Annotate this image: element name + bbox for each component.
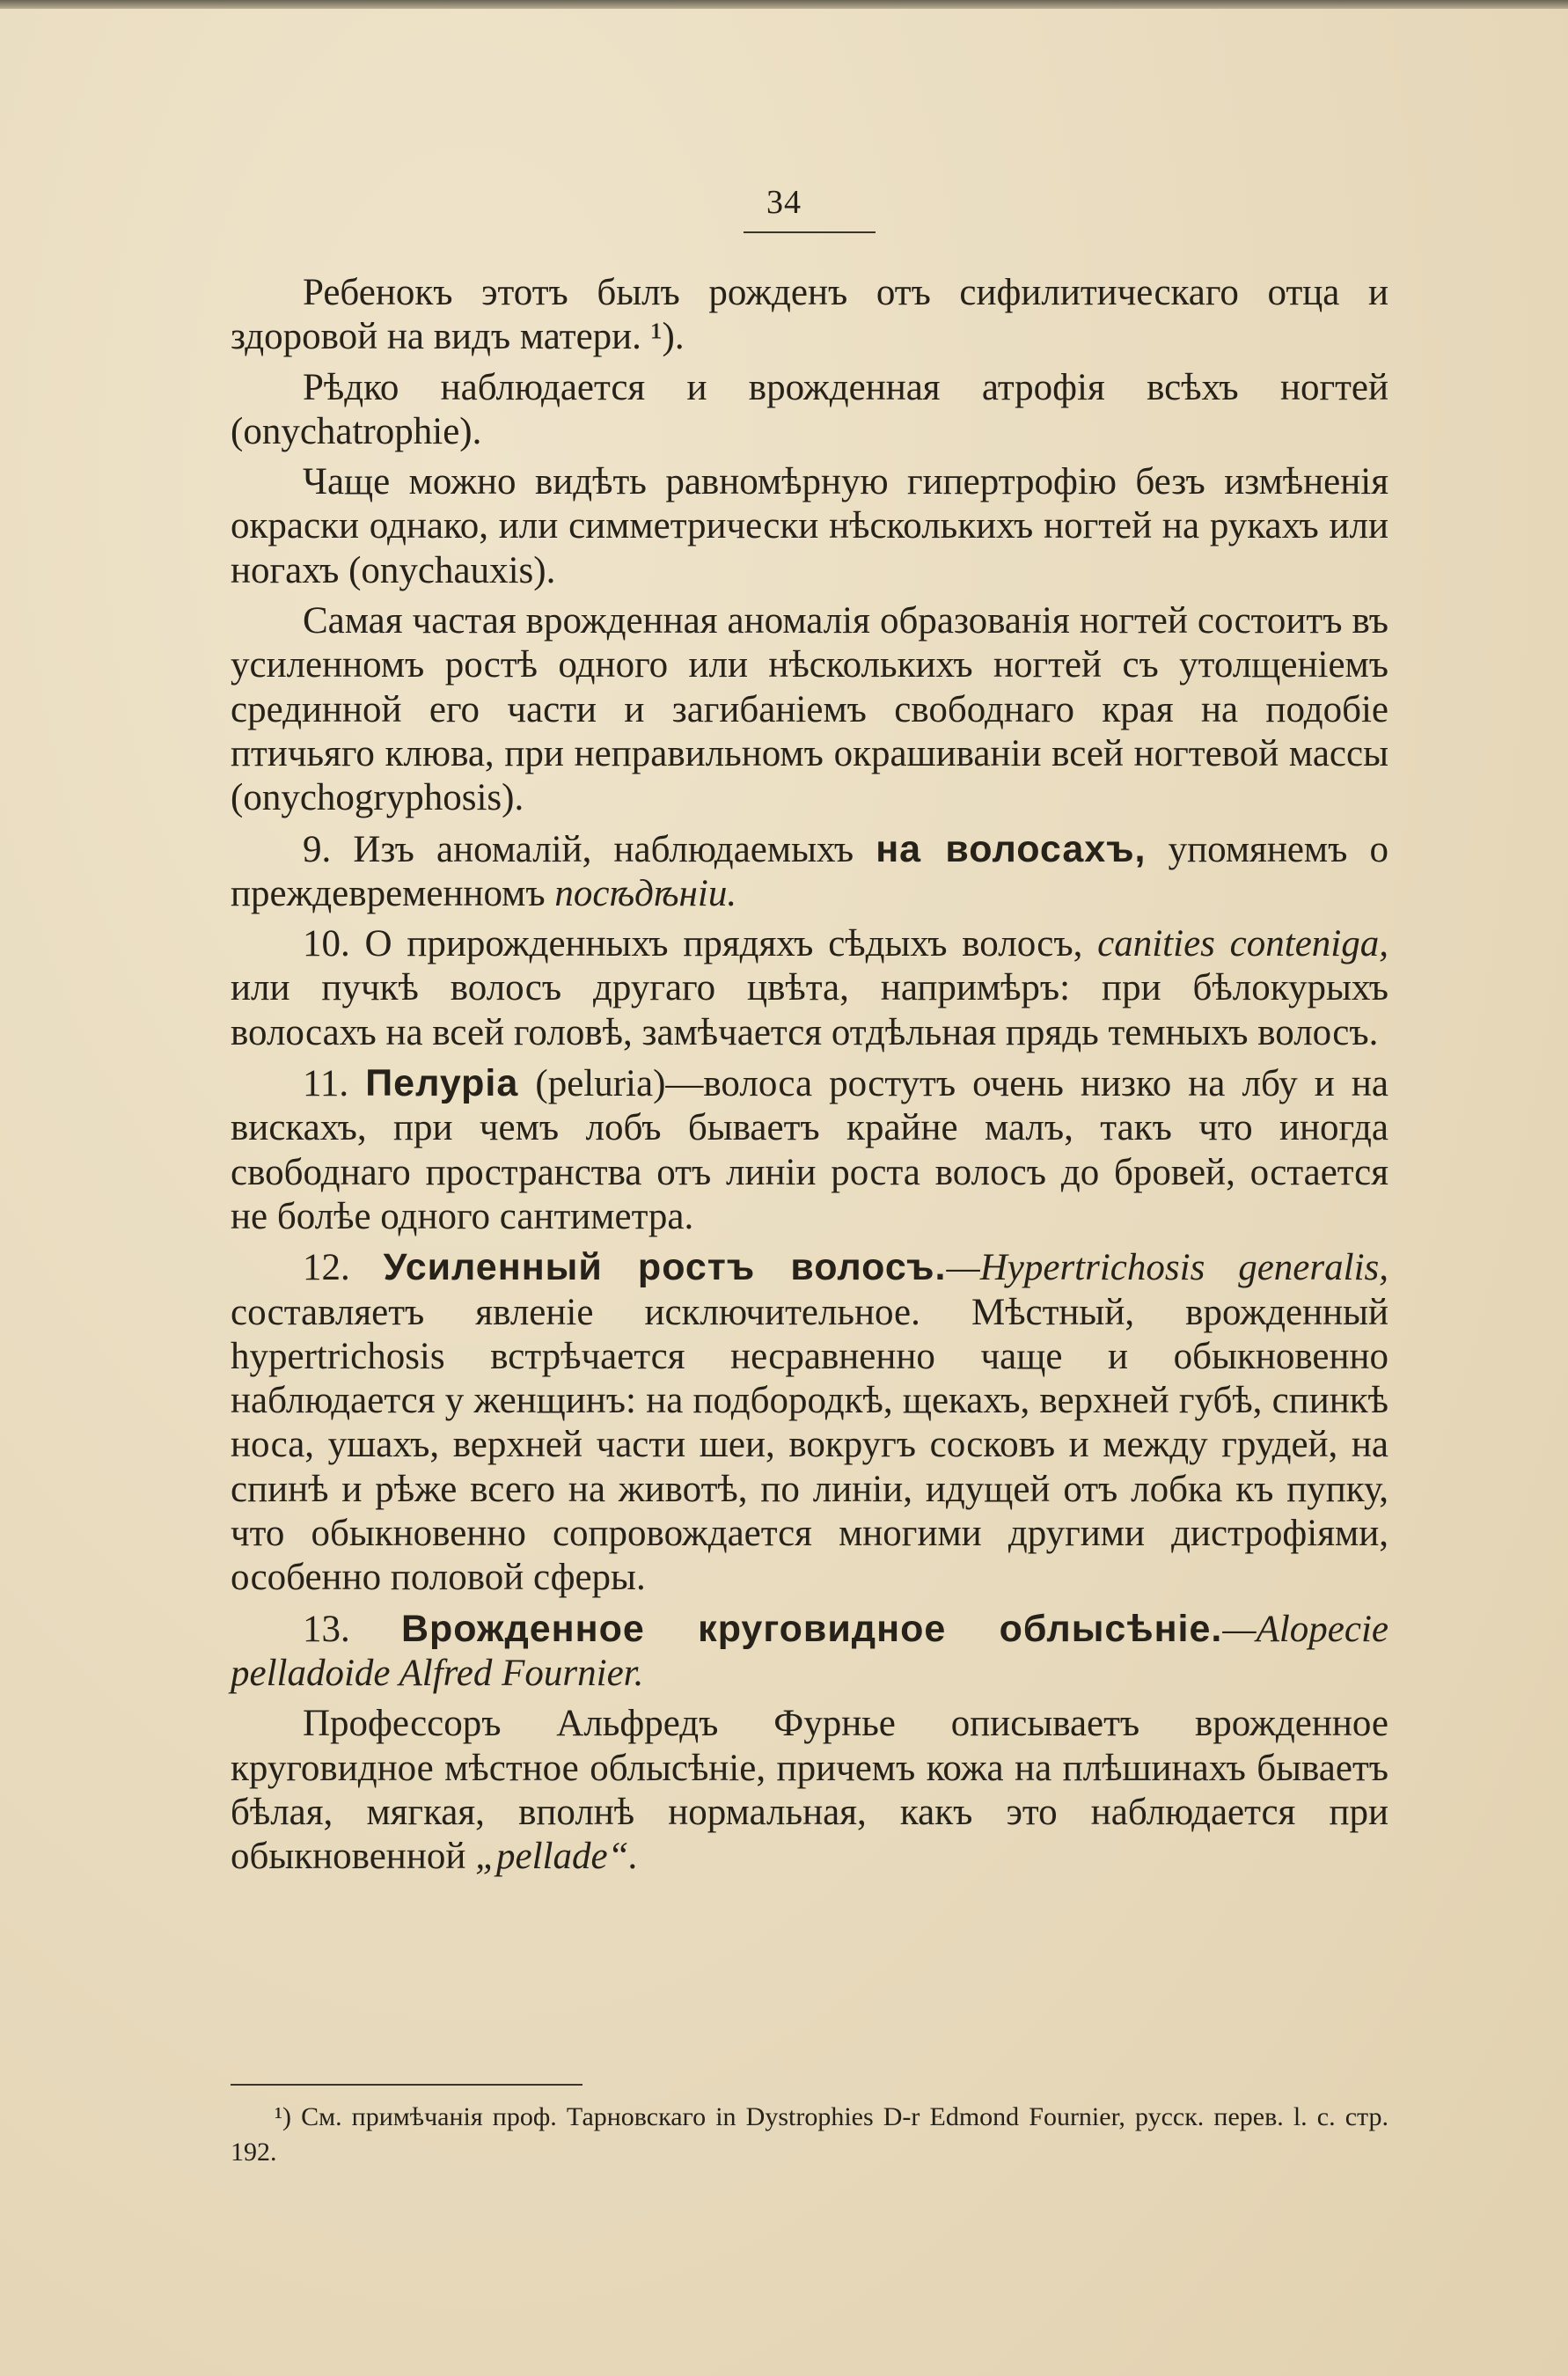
- item-10: [231, 922, 1388, 1055]
- item-9-heading: на волосахъ,: [876, 827, 1147, 870]
- paragraph-3: Чаще можно видѣть равномѣрную гипертрофію безъ измѣненія окраски однако, или симметрически нѣсколькихъ ногтей на рукахъ или ногахъ (onychauxis).: [231, 461, 1388, 591]
- item-11-number: 11.: [303, 1063, 366, 1105]
- item-13-heading: Врожденное круговидное облысѣніе.: [400, 1607, 1223, 1650]
- footnote: [231, 2100, 1388, 2170]
- item-10-lead: 10. О прирожденныхъ прядяхъ сѣдыхъ волосъ,: [303, 923, 1098, 965]
- item-12-number: 12.: [303, 1247, 384, 1289]
- item-12-term: —Hypertrichosis generalis,: [946, 1247, 1388, 1289]
- item-11-text: (pelurіa)—волоса ростутъ очень низко на лбу и на вискахъ, при чемъ лобъ бываетъ крайне малъ, такъ что иногда свободнаго пространства отъ линіи роста волосъ до бровей, остается не болѣе одного сантиметра.: [231, 1063, 1388, 1237]
- item-12: [231, 1245, 1388, 1600]
- item-13-number: 13.: [303, 1608, 401, 1650]
- scan-edge: [0, 0, 1568, 9]
- footnote-text: ¹) См. примѣчанія проф. Тарновскаго in Dystrophies D-r Edmond Fournier, русск. перев. l. c. стр. 192.: [231, 2102, 1388, 2167]
- paragraph-final-term: „pellade“.: [475, 1836, 639, 1878]
- item-12-text: составляетъ явленіе исключительное. Мѣстный, врожденный hypertrichosis встрѣчается несравненно чаще и обыкновенно наблюдается у женщинъ: на подбородкѣ, щекахъ, верхней губѣ, спинкѣ носа, ушахъ, верхней части шеи, вокругъ сосковъ и между грудей, на спинѣ и рѣже всего на животѣ, по линіи, идущей отъ лобка къ пупку, что обыкновенно сопровождается многими другими дистрофіями, особенно половой сферы.: [231, 1291, 1388, 1599]
- item-10-text: или пучкѣ волосъ другаго цвѣта, напримѣръ: при бѣлокурыхъ волосахъ на всей головѣ, замѣчается отдѣльная прядь темныхъ волосъ.: [231, 967, 1388, 1053]
- paragraph-4: Самая частая врожденная аномалія образованія ногтей состоитъ въ усиленномъ ростѣ одного или нѣсколькихъ ногтей съ утолщеніемъ срединной его части и загибаніемъ свободнаго края на подобіе птичьяго клюва, при неправильномъ окрашиваніи всей ногтевой массы (onychogryphosis).: [231, 600, 1388, 819]
- paragraph-1: Ребенокъ этотъ былъ рожденъ отъ сифилитическаго отца и здоровой на видъ матери. ¹).: [231, 272, 1388, 358]
- paragraph-2: Рѣдко наблюдается и врожденная атрофія всѣхъ ногтей (onychatrophie).: [231, 366, 1388, 452]
- page-number: 34: [766, 184, 802, 221]
- item-9: [231, 827, 1388, 917]
- item-9-term: посѣдѣніи.: [554, 872, 737, 914]
- item-13: [231, 1607, 1388, 1697]
- item-9-lead: 9. Изъ аномалій, наблюдаемыхъ: [303, 828, 876, 870]
- item-11: [231, 1061, 1388, 1239]
- body-text: [231, 271, 1388, 1885]
- page-number-rule: [744, 231, 876, 233]
- item-13-term: —Alopecie pelladoide Alfred Fournier.: [231, 1608, 1388, 1694]
- item-9-text: упомянемъ о преждевременномъ: [231, 828, 1388, 914]
- footnote-rule: [231, 2084, 583, 2086]
- item-12-heading: Усиленный ростъ волосъ.: [383, 1246, 947, 1289]
- paragraph-final-text: Профессоръ Альфредъ Фурнье описываетъ врожденное круговидное мѣстное облысѣніе, причемъ кожа на плѣшинахъ бываетъ бѣлая, мягкая, вполнѣ нормальная, какъ это наблюдается при обыкновенной: [231, 1703, 1388, 1878]
- item-10-term: canities contenіga,: [1097, 923, 1389, 965]
- paragraph-final: [231, 1702, 1388, 1879]
- item-11-heading: Пелуріа: [365, 1062, 519, 1105]
